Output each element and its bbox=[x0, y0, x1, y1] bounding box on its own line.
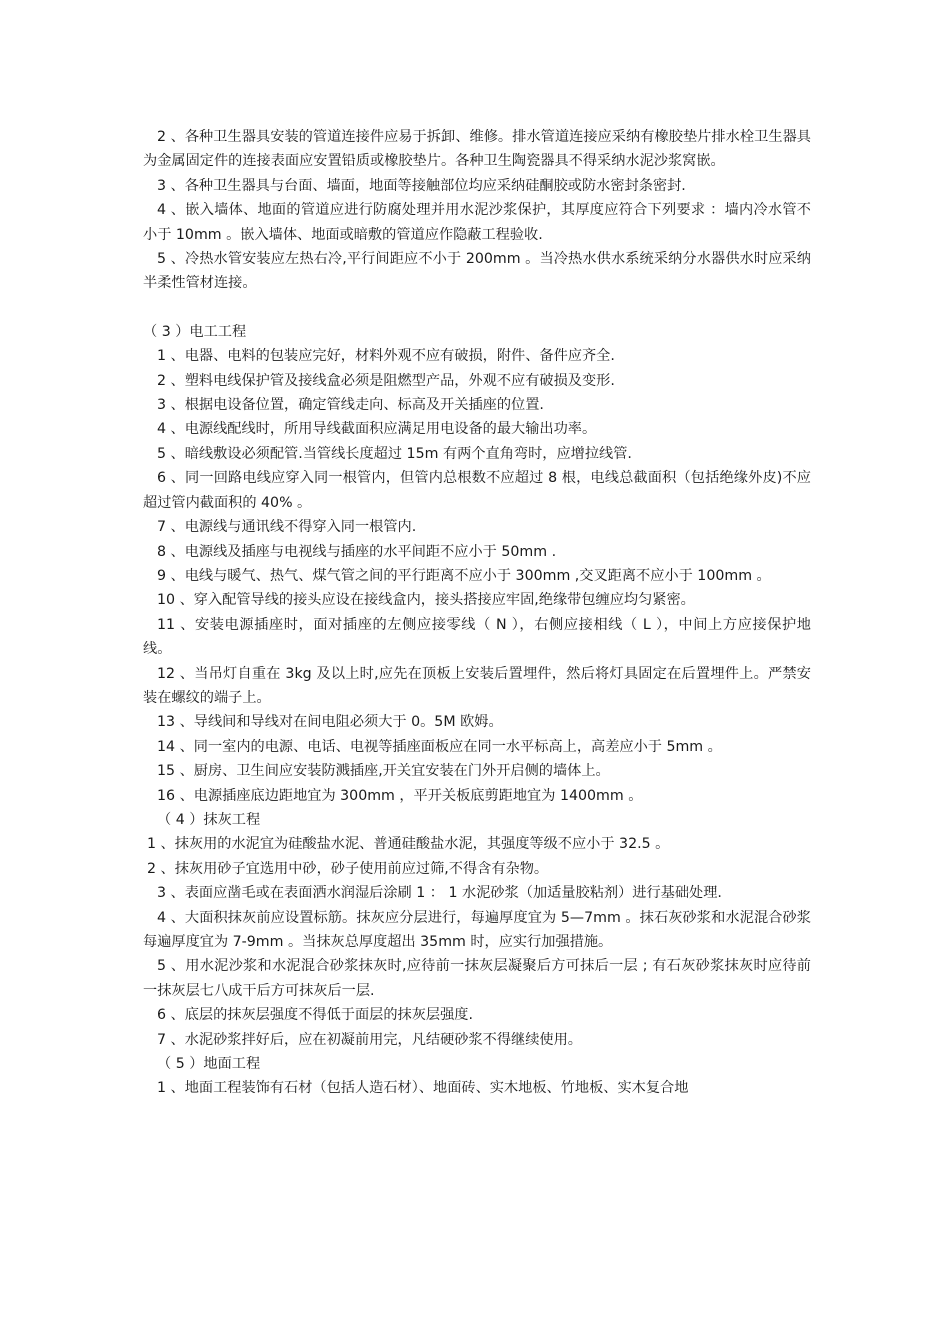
paragraph: 3 、表面应凿毛或在表面洒水润湿后涂刷 1 ： 1 水泥砂浆（加适量胶粘剂）进行基础处理. bbox=[157, 885, 722, 902]
paragraph: 7 、电源线与通讯线不得穿入同一根管内. bbox=[157, 519, 417, 536]
plumbing-section bbox=[143, 125, 811, 296]
paragraph: 9 、电线与暖气、热气、煤气管之间的平行距离不应小于 300mm ,交叉距离不应小于 100mm 。 bbox=[157, 567, 771, 584]
paragraph: 13 、导线间和导线对在间电阻必须大于 0。5M 欧姆。 bbox=[157, 714, 503, 731]
paragraph: 14 、同一室内的电源、电话、电视等插座面板应在同一水平标高上，高差应小于 5mm 。 bbox=[157, 738, 722, 755]
paragraph: 3 、各种卫生器具与台面、墙面，地面等接触部位均应采纳硅酮胶或防水密封条密封. bbox=[157, 177, 686, 194]
paragraph: 5 、用水泥沙浆和水泥混合砂浆抹灰时,应待前一抹灰层凝聚后方可抹后一层 ; 有石灰砂浆抹灰时应待前一抹灰层七八成干后方可抹灰后一层. bbox=[143, 958, 811, 999]
electrical-section bbox=[143, 320, 811, 808]
paragraph: 2 、抹灰用砂子宜选用中砂，砂子使用前应过筛,不得含有杂物。 bbox=[147, 860, 549, 877]
paragraph: 6 、底层的抹灰层强度不得低于面层的抹灰层强度. bbox=[157, 1007, 473, 1024]
paragraph: 1 、电器、电料的包装应完好，材料外观不应有破损，附件、备件应齐全. bbox=[157, 348, 615, 365]
paragraph: 16 、电源插座底边距地宜为 300mm ，平开关板底剪距地宜为 1400mm 。 bbox=[157, 787, 643, 804]
paragraph: 4 、嵌入墙体、地面的管道应进行防腐处理并用水泥沙浆保护，其厚度应符合下列要求 ：墙内冷水管不小于 10mm 。嵌入墙体、地面或暗敷的管道应作隐蔽工程验收. bbox=[143, 202, 811, 243]
paragraph: 7 、水泥砂浆拌好后，应在初凝前用完，凡结硬砂浆不得继续使用。 bbox=[157, 1031, 582, 1048]
section-heading: （ 4 ）抹灰工程 bbox=[157, 811, 261, 828]
flooring-section bbox=[143, 1052, 811, 1101]
section-heading: （ 3 ）电工工程 bbox=[143, 323, 247, 340]
paragraph: 11 、安装电源插座时，面对插座的左侧应接零线（ N ），右侧应接相线（ L ），中间上方应接保护地线。 bbox=[143, 616, 811, 658]
paragraph: 15 、厨房、卫生间应安装防溅插座,开关宜安装在门外开启侧的墙体上。 bbox=[157, 763, 610, 780]
paragraph: 4 、电源线配线时，所用导线截面积应满足用电设备的最大输出功率。 bbox=[157, 421, 597, 438]
paragraph: 6 、同一回路电线应穿入同一根管内，但管内总根数不应超过 8 根，电线总截面积（包括绝缘外皮)不应超过管内截面积的 40% 。 bbox=[143, 470, 811, 511]
paragraph: 3 、根据电设备位置，确定管线走向、标高及开关插座的位置. bbox=[157, 397, 544, 414]
paragraph: 2 、各种卫生器具安装的管道连接件应易于拆卸、维修。排水管道连接应采纳有橡胶垫片排水栓卫生器具为金属固定件的连接表面应安置铅质或橡胶垫片。各种卫生陶瓷器具不得采纳水泥沙浆窝嵌。 bbox=[143, 129, 811, 170]
paragraph: 5 、冷热水管安装应左热右冷,平行间距应不小于 200mm 。当冷热水供水系统采纳分水器供水时应采纳半柔性管材连接。 bbox=[143, 251, 811, 292]
paragraph: 8 、电源线及插座与电视线与插座的水平间距不应小于 50mm . bbox=[157, 543, 557, 560]
paragraph: 1 、抹灰用的水泥宜为硅酸盐水泥、普通硅酸盐水泥，其强度等级不应小于 32.5 。 bbox=[147, 836, 670, 853]
paragraph: 12 、当吊灯自重在 3kg 及以上时,应先在顶板上安装后置埋件，然后将灯具固定在后置埋件上。严禁安装在螺纹的端子上。 bbox=[143, 665, 811, 706]
paragraph: 4 、大面积抹灰前应设置标筋。抹灰应分层进行，每遍厚度宜为 5—7mm 。抹石灰砂浆和水泥混合砂浆每遍厚度宜为 7-9mm 。当抹灰总厚度超出 35mm 时，应实行加强措施。 bbox=[143, 909, 811, 950]
plastering-section bbox=[143, 808, 811, 1052]
paragraph: 5 、暗线敷设必须配管.当管线长度超过 15m 有两个直角弯时，应增拉线管. bbox=[157, 445, 632, 462]
paragraph: 10 、穿入配管导线的接头应设在接线盒内，接头搭接应牢固,绝缘带包缠应均匀紧密。 bbox=[157, 592, 695, 609]
document-page bbox=[143, 125, 811, 1101]
paragraph: 1 、地面工程装饰有石材（包括人造石材）、地面砖、实木地板、竹地板、实木复合地 bbox=[157, 1080, 689, 1097]
blank-line bbox=[143, 296, 811, 320]
section-heading: （ 5 ）地面工程 bbox=[157, 1056, 261, 1073]
paragraph: 2 、塑料电线保护管及接线盒必须是阻燃型产品，外观不应有破损及变形. bbox=[157, 372, 615, 389]
